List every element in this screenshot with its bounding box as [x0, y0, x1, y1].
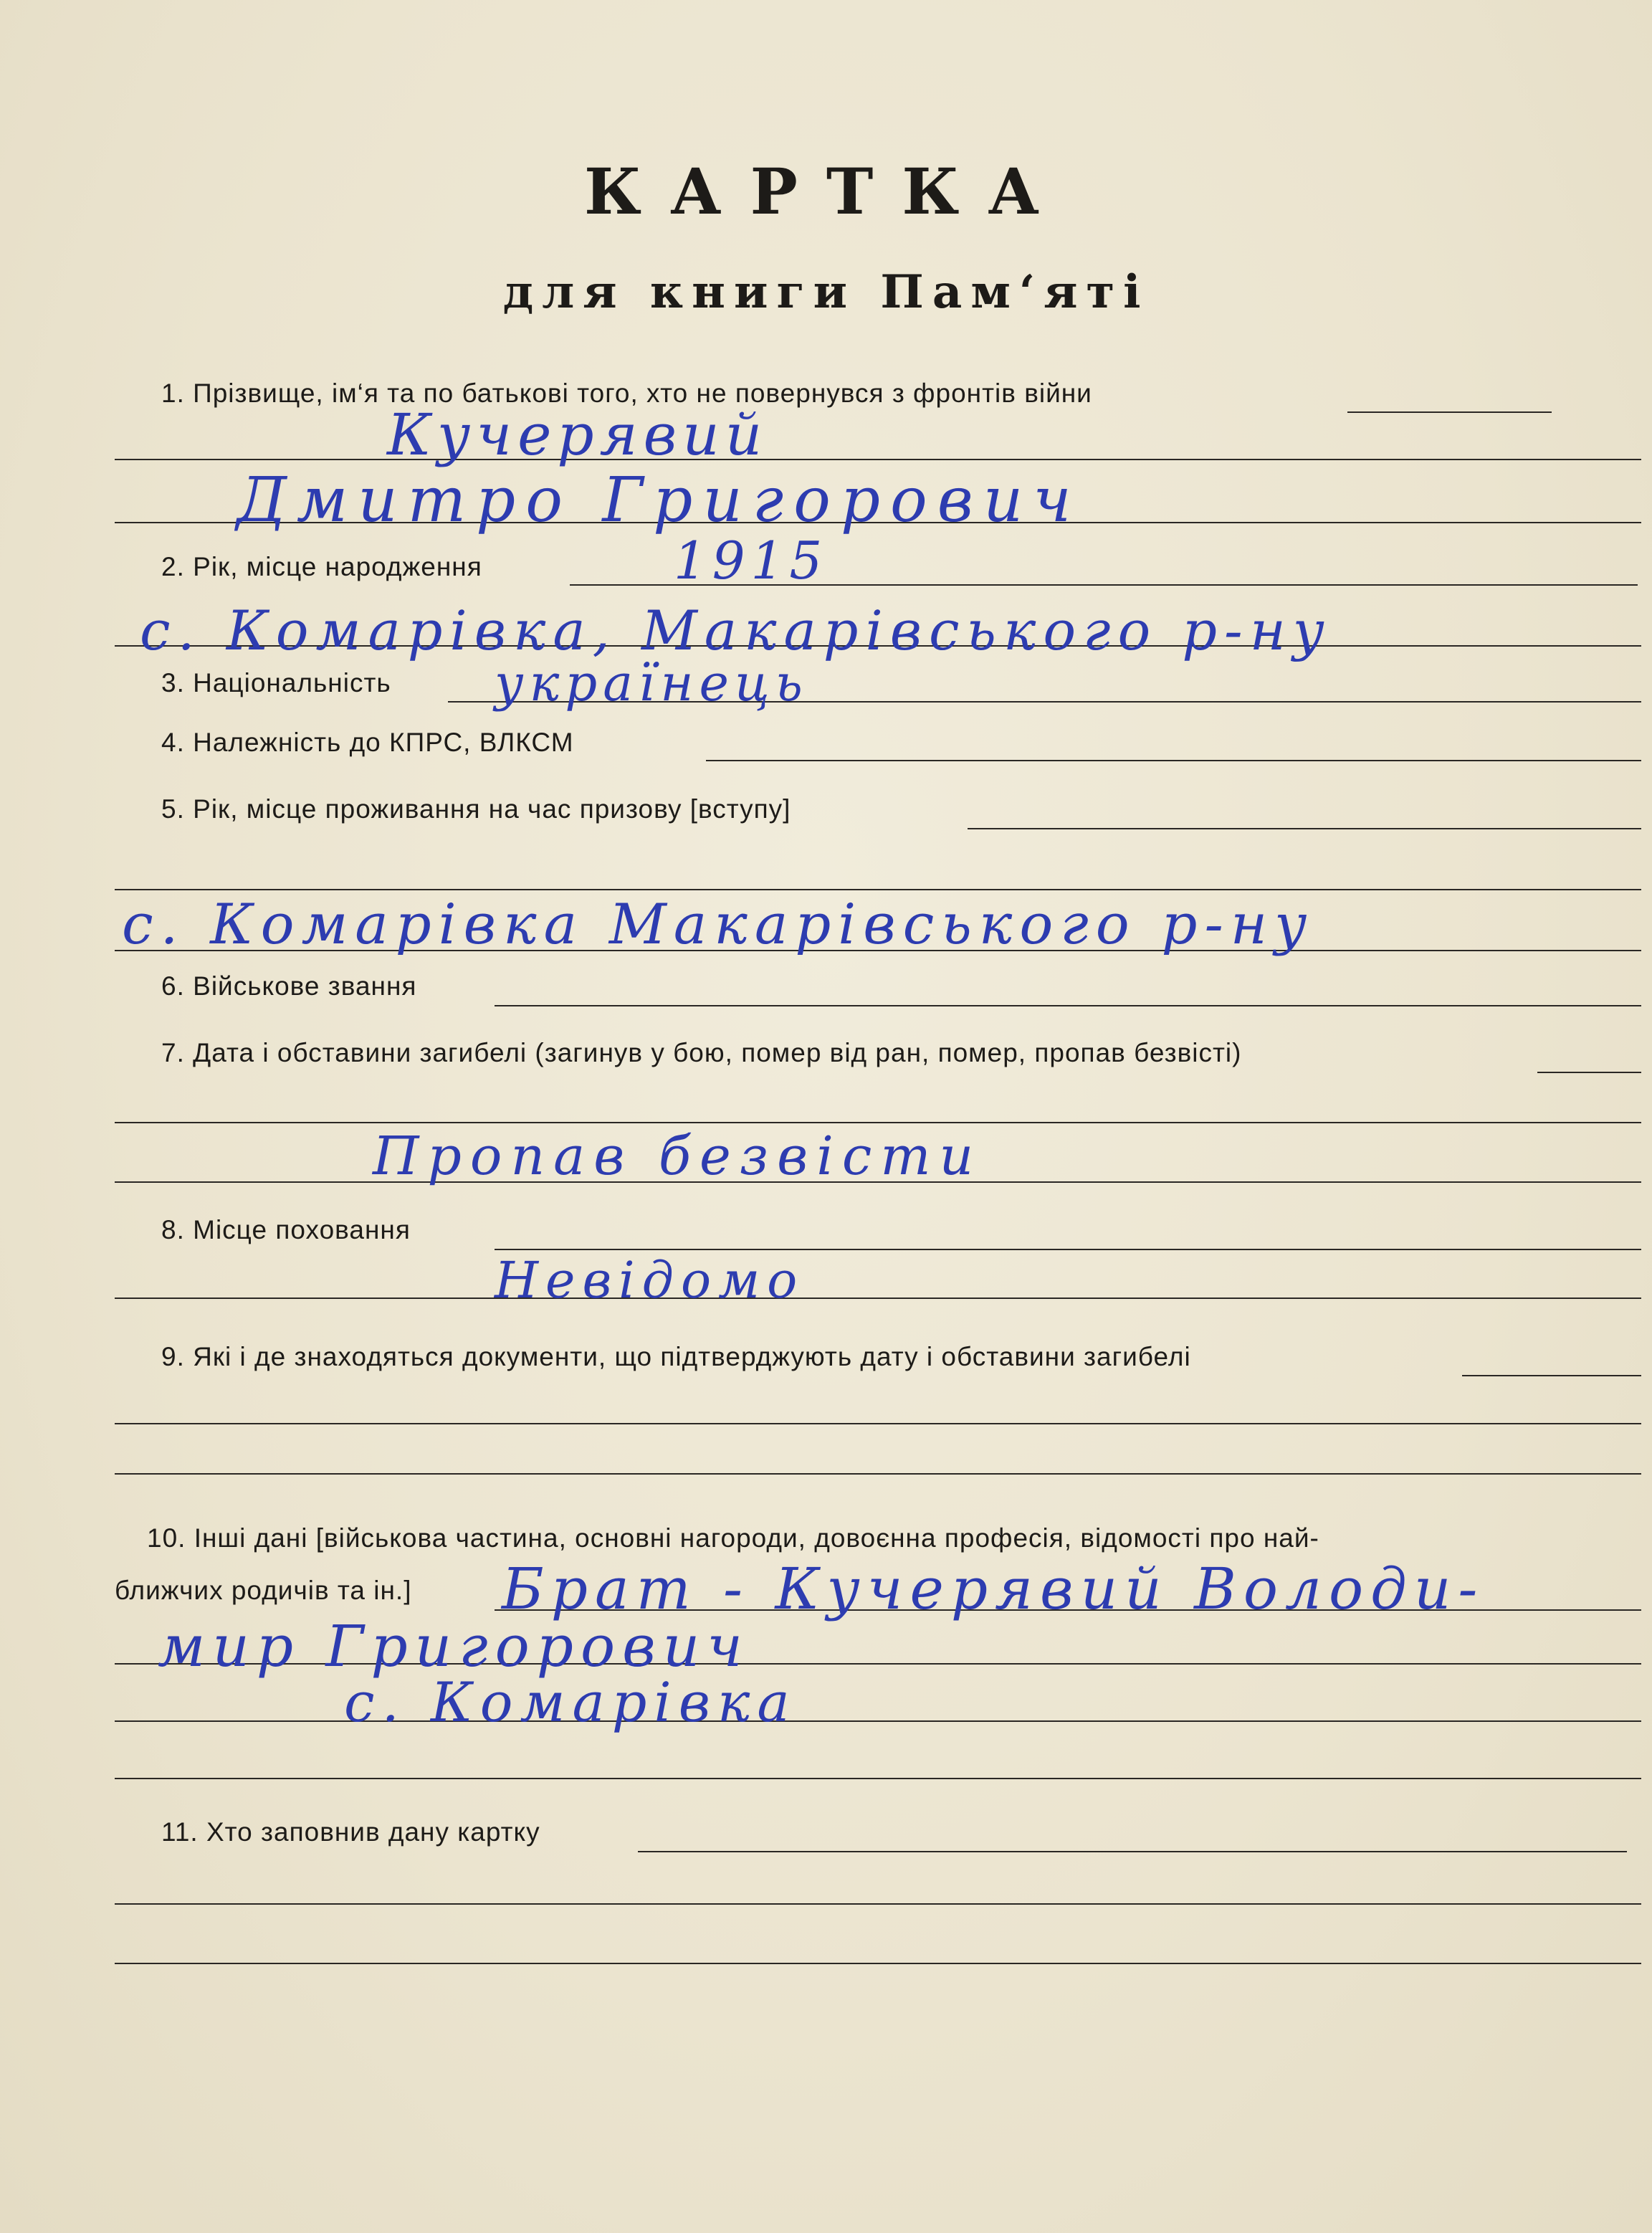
field-2-handwriting-year: 1915 [674, 530, 829, 591]
field-11-line [115, 1903, 1641, 1905]
field-8-line [115, 1298, 1641, 1299]
field-11-label: 11. Хто заповнив дану картку [161, 1817, 540, 1847]
field-10-handwriting-line2: мир Григорович [158, 1613, 750, 1680]
field-8-label: 8. Місце поховання [161, 1215, 411, 1244]
field-7-line [115, 1122, 1641, 1123]
field-10-label-line1: 10. Інші дані [військова частина, основні нагороди, довоєнна професія, відомості про най- [147, 1523, 1319, 1553]
field-9-line [115, 1473, 1641, 1475]
field-10-handwriting-line1: Брат - Кучерявий Володи- [502, 1556, 1485, 1622]
field-5-handwriting: с. Комарівка Макарівського р-ну [122, 892, 1314, 957]
field-2-handwriting-place: с. Комарівка, Макарівського р-ну [140, 599, 1332, 662]
field-8-handwriting: Невідомо [495, 1251, 805, 1310]
field-6-line [495, 1005, 1641, 1006]
field-9-label: 9. Які і де знаходяться документи, що підтверджують дату і обставини загибелі [161, 1342, 1191, 1371]
field-10-handwriting-line3: с. Комарівка [344, 1670, 797, 1734]
field-1-line [115, 459, 1641, 460]
field-1-handwriting-surname: Кучерявий [387, 401, 768, 468]
field-10-label-line2: ближчих родичів та ін.] [115, 1576, 412, 1605]
field-9-line [1462, 1375, 1641, 1376]
field-7-handwriting: Пропав безвісти [373, 1125, 983, 1187]
field-1-label: 1. Прізвище, ім‘я та по батькові того, хто не повернувся з фронтів війни [161, 378, 1092, 408]
field-11-line [115, 1963, 1641, 1964]
field-3-handwriting: українець [495, 654, 808, 713]
card-title: КАРТКА [583, 154, 1069, 229]
field-9-line [115, 1423, 1641, 1424]
field-7-line [1537, 1072, 1641, 1073]
field-1-line [1347, 411, 1552, 413]
field-6-label: 6. Військове звання [161, 971, 417, 1001]
field-7-label: 7. Дата і обставини загибелі (загинув у бою, помер від ран, помер, пропав безвісті) [161, 1038, 1242, 1067]
field-4-label: 4. Належність до КПРС, ВЛКСМ [161, 728, 574, 757]
field-10-line [115, 1778, 1641, 1779]
field-4-line [706, 760, 1641, 761]
field-1-handwriting-name: Дмитро Григорович [237, 465, 1082, 536]
field-5-line [115, 889, 1641, 890]
field-2-label: 2. Рік, місце народження [161, 552, 482, 581]
card-subtitle: для книги Пам‘яті [502, 265, 1150, 319]
field-5-label: 5. Рік, місце проживання на час призову [вступу] [161, 794, 791, 824]
field-11-line [638, 1851, 1627, 1852]
field-3-label: 3. Національність [161, 668, 391, 697]
field-8-line [495, 1249, 1641, 1250]
field-5-line [968, 828, 1641, 829]
